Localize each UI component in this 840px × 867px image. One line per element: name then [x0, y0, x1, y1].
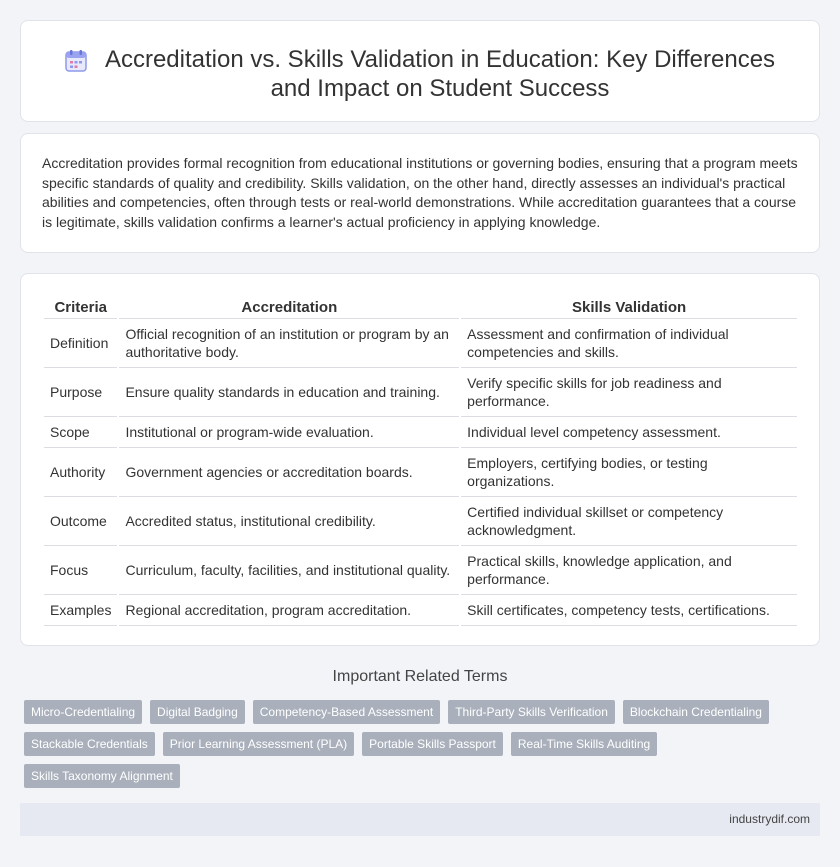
- tag-prior-learning-assessment[interactable]: Prior Learning Assessment (PLA): [163, 732, 354, 756]
- header-accreditation: Accreditation: [119, 295, 459, 319]
- footer: [20, 803, 820, 836]
- tag-blockchain-credentialing[interactable]: Blockchain Credentialing: [623, 700, 769, 724]
- row-accreditation: Institutional or program-wide evaluation.: [119, 417, 459, 448]
- table-row: [44, 417, 797, 448]
- intro-paragraph: Accreditation provides formal recognition from educational institutions or governing bodies, ensuring that a program meets specific standards of quality and credibility. Skills validation, on the other hand, directly assesses an individual's practical abilities and competencies, often through tests or real-world demonstrations. While accreditation guarantees that a course is legitimate, skills validation confirms a learner's actual proficiency in applying knowledge.: [42, 155, 798, 230]
- row-criteria: Outcome: [44, 497, 117, 546]
- footer-site-link[interactable]: industrydif.com: [729, 812, 810, 826]
- row-criteria: Authority: [44, 448, 117, 497]
- table-row: [44, 595, 797, 626]
- tag-row: [24, 732, 804, 756]
- tag-third-party-skills-verification[interactable]: Third-Party Skills Verification: [448, 700, 615, 724]
- row-criteria: Focus: [44, 546, 117, 595]
- row-skills-validation: Assessment and confirmation of individual competencies and skills.: [461, 319, 797, 368]
- row-accreditation: Government agencies or accreditation boards.: [119, 448, 459, 497]
- tag-stackable-credentials[interactable]: Stackable Credentials: [24, 732, 155, 756]
- row-accreditation: Accredited status, institutional credibility.: [119, 497, 459, 546]
- tag-portable-skills-passport[interactable]: Portable Skills Passport: [362, 732, 503, 756]
- row-criteria: Examples: [44, 595, 117, 626]
- row-accreditation: Ensure quality standards in education and training.: [119, 368, 459, 417]
- tag-row: [24, 700, 804, 724]
- header-skills-validation: Skills Validation: [461, 295, 797, 319]
- tag-micro-credentialing[interactable]: Micro-Credentialing: [24, 700, 142, 724]
- row-criteria: Definition: [44, 319, 117, 368]
- table-row: [44, 546, 797, 595]
- row-skills-validation: Employers, certifying bodies, or testing organizations.: [461, 448, 797, 497]
- related-terms-tags: [24, 700, 804, 796]
- row-skills-validation: Verify specific skills for job readiness and performance.: [461, 368, 797, 417]
- table-row: [44, 368, 797, 417]
- row-criteria: Purpose: [44, 368, 117, 417]
- tag-real-time-skills-auditing[interactable]: Real-Time Skills Auditing: [511, 732, 657, 756]
- row-skills-validation: Certified individual skillset or competency acknowledgment.: [461, 497, 797, 546]
- related-terms-heading: Important Related Terms: [332, 668, 508, 685]
- row-skills-validation: Practical skills, knowledge application, and performance.: [461, 546, 797, 595]
- intro-card: [20, 133, 820, 253]
- title-card: [20, 20, 820, 122]
- row-skills-validation: Individual level competency assessment.: [461, 417, 797, 448]
- row-criteria: Scope: [44, 417, 117, 448]
- table-header-row: [44, 295, 797, 319]
- table-row: [44, 497, 797, 546]
- row-accreditation: Official recognition of an institution or program by an authoritative body.: [119, 319, 459, 368]
- table-row: [44, 448, 797, 497]
- row-accreditation: Regional accreditation, program accreditation.: [119, 595, 459, 626]
- comparison-table-card: [20, 273, 820, 646]
- comparison-table: [42, 295, 799, 626]
- table-row: [44, 319, 797, 368]
- header-criteria: Criteria: [44, 295, 117, 319]
- tag-competency-based-assessment[interactable]: Competency-Based Assessment: [253, 700, 440, 724]
- tag-digital-badging[interactable]: Digital Badging: [150, 700, 245, 724]
- page-title: Accreditation vs. Skills Validation in Education: Key Differences and Impact on Student Success: [104, 46, 776, 102]
- tag-skills-taxonomy-alignment[interactable]: Skills Taxonomy Alignment: [24, 764, 180, 788]
- row-skills-validation: Skill certificates, competency tests, certifications.: [461, 595, 797, 626]
- row-accreditation: Curriculum, faculty, facilities, and institutional quality.: [119, 546, 459, 595]
- tag-row: [24, 764, 804, 788]
